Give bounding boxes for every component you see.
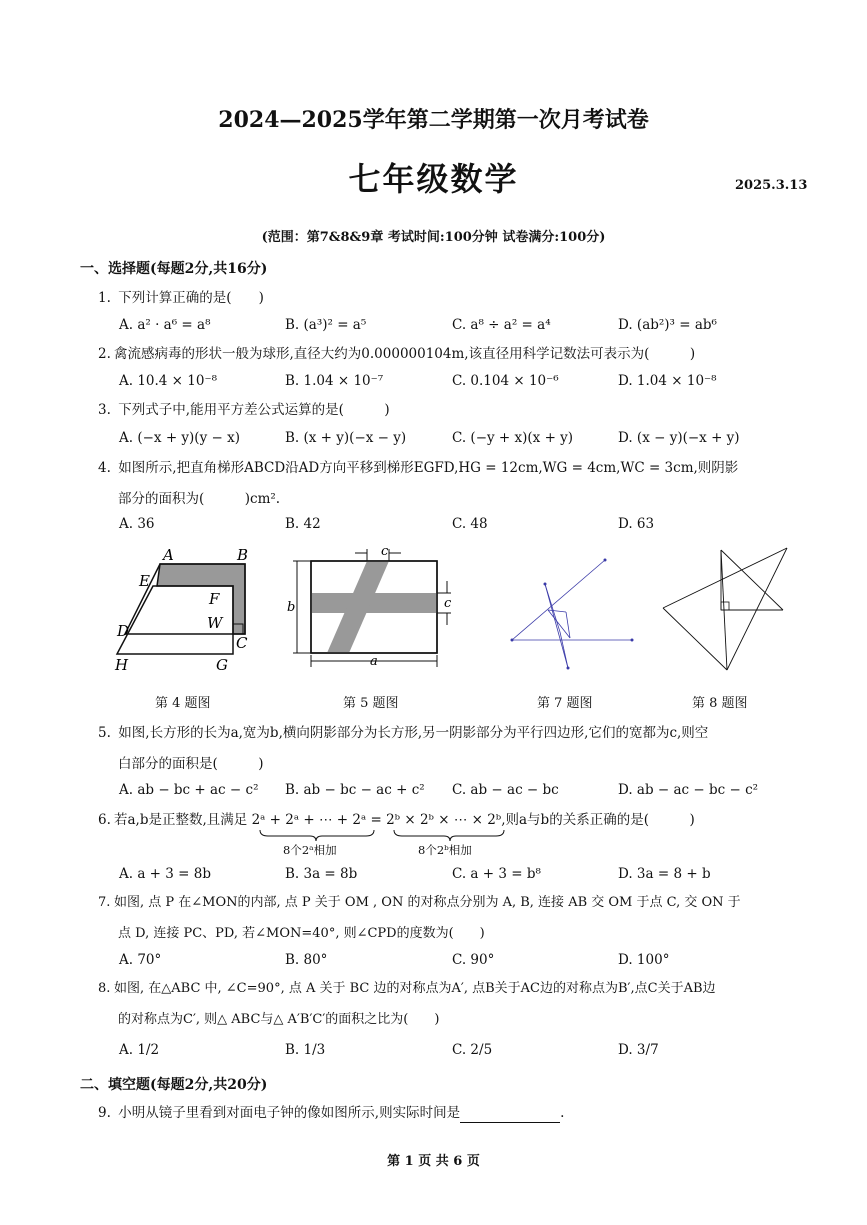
question-9: 9. 小明从镜子里看到对面电子钟的像如图所示,则实际时间是 . (98, 1105, 565, 1121)
question-7: 7. 如图, 点 P 在∠MON的内部, 点 P 关于 OM , ON 的对称点分别为 A, B, 连接 AB 交 OM 于点 C, 交 ON 于 (98, 895, 741, 910)
svg-text:E: E (139, 572, 150, 590)
q4-option-b[interactable]: B. 42 (285, 516, 321, 532)
subject-title: 七年级数学 (348, 160, 519, 198)
question-8-line2: 的对称点为C′, 则△ ABC与△ A′B′C′的面积之比为( ) (118, 1012, 440, 1027)
q1-option-a[interactable]: A. a² · a⁶ = a⁸ (119, 317, 211, 333)
figure-8-triangle (655, 542, 795, 677)
figure-5-rectangle (285, 543, 465, 678)
q3-option-d[interactable]: D. (x − y)(−x + y) (618, 430, 740, 446)
q1-option-b[interactable]: B. (a³)² = a⁵ (285, 317, 367, 333)
q8-option-a[interactable]: A. 1/2 (119, 1042, 160, 1058)
q6-option-b[interactable]: B. 3a = 8b (285, 866, 358, 882)
q6-brace-label-2: 8个2ᵇ相加 (418, 843, 472, 857)
svg-text:G: G (216, 656, 228, 674)
exam-scope: (范围：第7&8&9章 考试时间:100分钟 试卷满分:100分) (261, 230, 606, 245)
question-4: 4. 如图所示,把直角梯形ABCD沿AD方向平移到梯形EGFD,HG = 12cm,WG = 4cm,WC = 3cm,则阴影 (98, 460, 739, 476)
figure-7-angle (500, 552, 645, 672)
exam-title: 2024—2025学年第二学期第一次月考试卷 (218, 107, 649, 133)
q6-brace-label-1: 8个2ᵃ相加 (283, 843, 337, 857)
q1-option-d[interactable]: D. (ab²)³ = ab⁶ (618, 317, 717, 333)
q5-option-c[interactable]: C. ab − ac − bc (452, 782, 559, 798)
q7-option-d[interactable]: D. 100° (618, 952, 670, 968)
exam-date: 2025.3.13 (735, 178, 808, 193)
q5-option-b[interactable]: B. ab − bc − ac + c² (285, 782, 425, 798)
svg-text:a: a (370, 654, 378, 669)
section-fill-heading: 二、填空题(每题2分,共20分) (80, 1077, 268, 1093)
page-footer: 第 1 页 共 6 页 (387, 1154, 480, 1169)
question-4-line2: 部分的面积为( )cm². (118, 491, 281, 507)
question-1: 1. 下列计算正确的是( ) (98, 290, 264, 306)
q4-option-d[interactable]: D. 63 (618, 516, 655, 532)
section-choice-heading: 一、选择题(每题2分,共16分) (80, 261, 268, 277)
q6-expr-product: 2ᵇ × 2ᵇ × ⋯ × 2ᵇ (386, 812, 502, 828)
q3-option-a[interactable]: A. (−x + y)(y − x) (119, 430, 240, 446)
q8-option-d[interactable]: D. 3/7 (618, 1042, 659, 1058)
svg-text:C: C (236, 634, 248, 652)
question-2: 2. 禽流感病毒的形状一般为球形,直径大约为0.000000104m,该直径用科学记数法可表示为( ) (98, 346, 696, 362)
svg-text:D: D (117, 622, 130, 640)
svg-text:c: c (381, 544, 389, 559)
svg-text:c: c (444, 596, 452, 611)
q5-option-a[interactable]: A. ab − bc + ac − c² (119, 782, 259, 798)
q3-option-c[interactable]: C. (−y + x)(x + y) (452, 430, 574, 446)
q2-option-d[interactable]: D. 1.04 × 10⁻⁸ (618, 373, 717, 389)
q6-option-c[interactable]: C. a + 3 = b⁸ (452, 866, 541, 882)
svg-text:W: W (207, 614, 223, 632)
q6-option-a[interactable]: A. a + 3 = 8b (119, 866, 211, 882)
q2-option-a[interactable]: A. 10.4 × 10⁻⁸ (119, 373, 218, 389)
q2-option-c[interactable]: C. 0.104 × 10⁻⁶ (452, 373, 559, 389)
q7-option-c[interactable]: C. 90° (452, 952, 495, 968)
question-6: 6. 若a,b是正整数,且满足 2ᵃ + 2ᵃ + ⋯ + 2ᵃ = 2ᵇ × 2ᵇ × ⋯ × 2ᵇ,则a与b的关系正确的是( ) (98, 812, 695, 828)
q6-braces (258, 828, 518, 842)
question-3: 3. 下列式子中,能用平方差公式运算的是( ) (98, 402, 390, 418)
q6-option-d[interactable]: D. 3a = 8 + b (618, 866, 711, 882)
q9-answer-blank[interactable] (460, 1108, 560, 1123)
figure-4-caption: 第 4 题图 (155, 696, 211, 711)
svg-text:B: B (237, 546, 249, 564)
q3-option-b[interactable]: B. (x + y)(−x − y) (285, 430, 407, 446)
figure-7-caption: 第 7 题图 (537, 696, 593, 711)
q2-option-b[interactable]: B. 1.04 × 10⁻⁷ (285, 373, 384, 389)
q8-option-b[interactable]: B. 1/3 (285, 1042, 326, 1058)
q1-option-c[interactable]: C. a⁸ ÷ a² = a⁴ (452, 317, 551, 333)
question-5-line2: 白部分的面积是( ) (118, 756, 264, 772)
svg-text:A: A (163, 546, 174, 564)
svg-text:H: H (115, 656, 129, 674)
q4-option-c[interactable]: C. 48 (452, 516, 488, 532)
q7-option-a[interactable]: A. 70° (119, 952, 162, 968)
svg-text:F: F (209, 590, 220, 608)
question-5: 5. 如图,长方形的长为a,宽为b,横向阴影部分为长方形,另一阴影部分为平行四边形,它们的宽都为c,则空 (98, 725, 709, 741)
question-8: 8. 如图, 在△ABC 中, ∠C=90°, 点 A 关于 BC 边的对称点为A′, 点B关于AC边的对称点为B′,点C关于AB边 (98, 981, 716, 996)
q5-option-d[interactable]: D. ab − ac − bc − c² (618, 782, 759, 798)
q8-option-c[interactable]: C. 2/5 (452, 1042, 493, 1058)
q7-option-b[interactable]: B. 80° (285, 952, 328, 968)
q6-expr-sum: 2ᵃ + 2ᵃ + ⋯ + 2ᵃ (251, 812, 367, 828)
svg-text:b: b (287, 600, 296, 615)
q4-option-a[interactable]: A. 36 (119, 516, 155, 532)
figure-4-trapezoid (105, 546, 265, 676)
figure-5-caption: 第 5 题图 (343, 696, 399, 711)
question-7-line2: 点 D, 连接 PC、PD, 若∠MON=40°, 则∠CPD的度数为( ) (118, 926, 485, 941)
figure-8-caption: 第 8 题图 (692, 696, 748, 711)
